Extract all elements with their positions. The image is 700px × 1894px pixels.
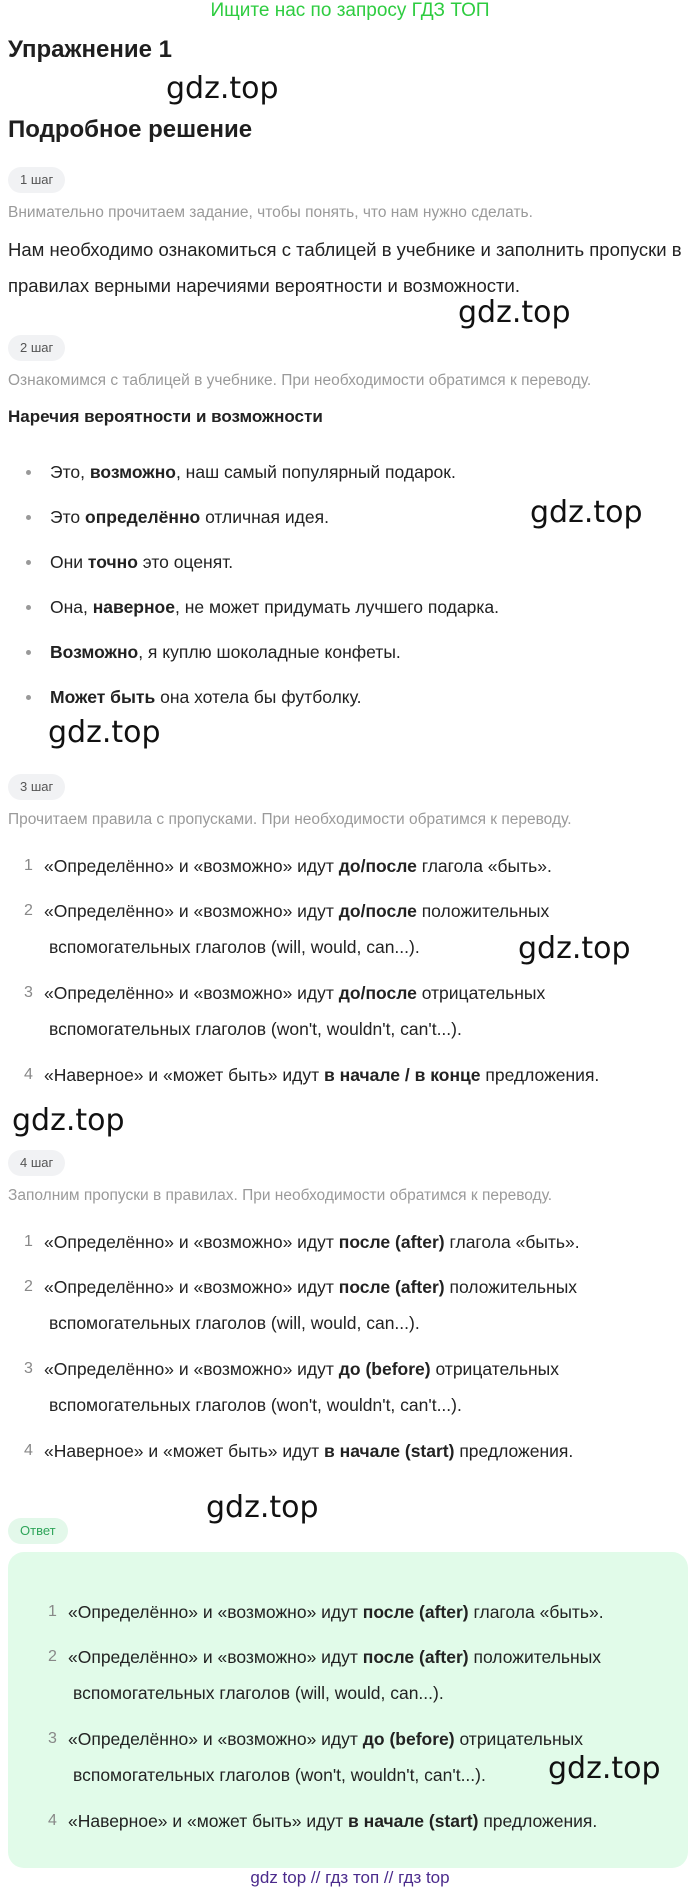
bullet-dot xyxy=(26,605,31,610)
step-1-hint: Внимательно прочитаем задание, чтобы понять, что нам нужно сделать. xyxy=(8,204,533,221)
watermark: gdz.top xyxy=(166,71,279,106)
watermark: gdz.top xyxy=(48,715,161,750)
search-banner: Ищите нас по запросу ГДЗ ТОП xyxy=(210,0,490,21)
step-4-hint: Заполним пропуски в правилах. При необходимости обратимся к переводу. xyxy=(8,1187,553,1204)
watermark: gdz.top xyxy=(206,1490,319,1525)
step-2-badge: 2 шаг xyxy=(8,335,65,361)
step-2-hint: Ознакомимся с таблицей в учебнике. При необходимости обратимся к переводу. xyxy=(8,372,592,389)
table-heading: Наречия вероятности и возможности xyxy=(8,407,323,426)
watermark: gdz.top xyxy=(12,1103,125,1138)
step-3-hint: Прочитаем правила с пропусками. При необходимости обратимся к переводу. xyxy=(8,811,572,828)
bullet-dot xyxy=(26,560,31,565)
step-1-text-line-1: Нам необходимо ознакомиться с таблицей в учебнике и заполнить пропуски в xyxy=(8,239,682,260)
watermark: gdz.top xyxy=(548,1751,661,1786)
section-title: Подробное решение xyxy=(8,116,253,143)
bullet-dot xyxy=(26,470,31,475)
watermark: gdz.top xyxy=(518,931,631,966)
bullet-dot xyxy=(26,650,31,655)
watermark: gdz.top xyxy=(458,295,571,330)
page-title: Упражнение 1 xyxy=(8,36,172,63)
watermark: gdz.top xyxy=(530,495,643,530)
step-1-text-line-2: правилах верными наречиями вероятности и возможности. xyxy=(8,275,521,296)
step-3-badge: 3 шаг xyxy=(8,774,65,800)
bullet-dot xyxy=(26,515,31,520)
step-1-badge: 1 шаг xyxy=(8,167,65,193)
answer-badge: Ответ xyxy=(8,1518,68,1544)
footer-links[interactable]: gdz top // гдз топ // гдз top xyxy=(250,1868,450,1887)
step-4-badge: 4 шаг xyxy=(8,1150,65,1176)
bullet-dot xyxy=(26,695,31,700)
